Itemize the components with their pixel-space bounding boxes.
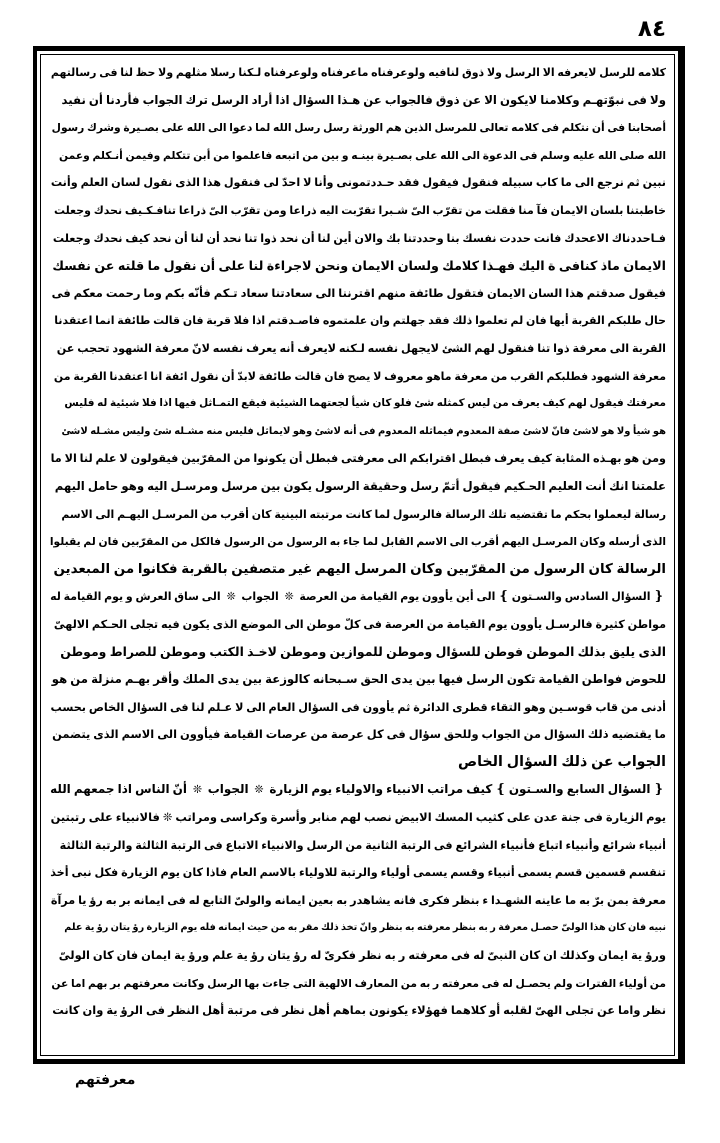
text-line-content: ولا فى نبوّتهـم وكلامنا لايكون الا عن ذوق فالجواب عن هـذا السؤال اذا أراد الرسل ترك الجواب فأردنا أن نفيد [61, 92, 666, 107]
text-line-content: معرفة الشهود فطلبكم القرب من معرفة ماهو معروف لا يصح فان قالت طائفة لابدّ أن نقول ائفة انا اعتقدنا القربة من [53, 369, 666, 383]
text-line-content: رسالة ليعملوا بحكم ما تقتضيه تلك الرسالة فالرسول لما كانت مرتبته البينية كان أقرب من المرسـل اليهـم الى الاسم [61, 507, 666, 521]
answer-text: أنّ الناس اذا جمعهم الله [50, 782, 187, 797]
text-line [50, 528, 666, 556]
flower-divider-icon: ❊ [284, 590, 294, 604]
text-line [50, 887, 666, 915]
text-line-content: من أولياء الفترات ولم يحصـل له فى معرفته ر به من المعارف الالهية التى جاءت بها الرسل وكانت معرفتهم بر بهم اما عن [51, 976, 666, 990]
text-line [50, 335, 666, 363]
text-line-content: ورؤ ية ايمان وكذلك ان كان النبىّ له فى معرفته ر به نظر فكرىّ له رؤ يتان رؤ ية علم ورؤ ية ايمان فان كان الولىّ [58, 948, 666, 962]
manuscript-text-block [41, 55, 675, 1055]
text-line [50, 556, 666, 584]
heading-star-close-icon: ❵ [498, 589, 509, 605]
text-line [50, 225, 666, 253]
text-line [50, 114, 666, 142]
text-line [50, 970, 666, 998]
text-line-content: الرسالة كان الرسول من المقرّبين وكان المرسل اليهم غير متصفين بالقربة فكانوا من المبعدين [53, 561, 666, 577]
text-line [50, 142, 666, 170]
question-text: كيف مراتب الانبياء والاولياء يوم الزيارة [269, 782, 493, 797]
answer-label: الجواب [241, 590, 279, 604]
text-line-content: الجواب عن ذلك السؤال الخاص [458, 753, 666, 770]
text-line-content: علمتنا انك أنت العليم الحـكيم فيقول أتمّ رسل وحقيقة الرسول يكون بين مرسل ومرسـل اليه وهو حامل اليهم [54, 478, 666, 493]
text-line-content: فيقول صدقتم هذا السان الايمان فتقول طائفة منهم اقترننا الى سعادتنا سعاد تـكم فأنّه بكم وما رحمت معكم فى [51, 285, 666, 300]
flower-divider-icon: ❊ [192, 783, 202, 797]
text-line [50, 721, 666, 749]
text-line-content: الذى أرسله وكان المرسـل اليهم أقرب الى الاسم القابل لما جاء به الرسول من الرسول فالكل من المقرّبين فان لم يقبلوا [50, 535, 666, 549]
text-line [50, 832, 666, 860]
text-line [50, 87, 666, 115]
text-line [50, 363, 666, 391]
text-line [50, 390, 666, 418]
text-line-content: نبيه فان كان هذا الولىّ حصـل معرفة ر به بنظر معرفته به بنظر وانّ تخذ ذلك مقر به من حيث ايمانه فله يوم الزيارة رؤ يتان رؤ ية علم [64, 922, 666, 934]
text-line [50, 997, 666, 1025]
text-line-content: معرفة بمن برّ به ما عاينه الشهـدا ء بنظر فكرى فانه يشاهدر به بعين ايمانه والولىّ التابع له فى ايمانه بر به رؤ يا مرآة [50, 893, 666, 907]
section-heading-label: السؤال السابع والسـتون [508, 782, 651, 797]
text-line-content: ما يقتضيه ذلك السؤال من الجواب وللحق سؤال فى كل عرصة من عرصات القيامة فيأوون الى الاسم الذى يتضمن [52, 727, 666, 742]
text-line-content: معرفتك فيقول لهم كيف يعرف من ليس كمثله شئ فلو كان شيأ لجعتهما الشيئية فيقع التمـاثل فيها اذا فلا شيئية له فليس [64, 397, 666, 410]
text-line [50, 169, 666, 197]
text-line [50, 804, 666, 832]
text-line-content: الايمان ماذ كنافى ة اليك فهـذا كلامك ولسان الايمان ونحن لاجراءة لنا على أن نقول ما قلته عن نفسك [52, 258, 666, 274]
answer-label: الجواب [207, 782, 249, 797]
text-line [50, 749, 666, 777]
text-line-content: ومن هو بهـذه المثابة كيف يعرف فبطل اقترابكم الى معرفتى فبطل أن يكونوا من المقرّبين فيقولون لا علم لنا الا ما [50, 452, 666, 466]
text-line [50, 638, 666, 666]
text-line [50, 473, 666, 501]
text-line-content: القربة الى معرفة ذوا تنا فنقول لهم الشئ لايجهل نفسه لـكنه لايعرف أنه يعرف نفسه لانّ معرفة الشهود تحجب عن [56, 341, 666, 355]
text-line-content: يوم الزيارة فى جنة عدن على كثيب المسك الابيض نصب لهم منابر وأسرة وكراسى ومراتب ❊ فالانبياء على رتبتين [50, 810, 666, 825]
heading-star-close-icon: ❵ [495, 782, 506, 798]
text-line-content: الذى يليق بذلك الموطن فوطن للسؤال وموطن للموازين وموطن لاخـذ الكتب وموطن للصراط وموطن [60, 644, 666, 660]
text-line-content: مواطن كثيرة فالرسـل يأوون يوم القيامة من العرصة فى كلّ موطن الى الموضع الذى يكون فيه تجلى الحـكم الالهىّ [53, 617, 666, 631]
text-line-content: كلامه للرسل لايعرفه الا الرسل ولا ذوق لنافيه ولوعرفناه ماعرفناه ولوعرفناه لـكنا رسلا مثلهم ولا حظ لنا فى رسالتهم [50, 66, 666, 79]
text-line-content: للحوض فواطن القيامة تكون الرسل فيها بين يدى الحق سـبحانه كالوزعة بين يدى الملك وأقر بهـم منزلة من هو [51, 672, 666, 687]
text-line [50, 280, 666, 308]
text-line [50, 914, 666, 942]
text-line [50, 611, 666, 639]
text-line [50, 501, 666, 529]
text-line-content: حال طلبكم القربة أيها فان لم تعلموا ذلك فقد جهلتم وان علمتموه فاصـدقتم اذا فلا قربة فان قالت طائفة انما اعتقدنا [54, 314, 666, 328]
section-heading-label: السؤال السادس والسـتون [511, 590, 651, 604]
catchword: معرفتهم [75, 1072, 136, 1088]
text-line-content: هو شيأ ولا هو لاشئ فانّ لاشئ صفة المعدوم فيماثله المعدوم فى أنه لاشئ وهو لايماثل فليس منه مشـله شئ وليس مشـله لاشئ [61, 425, 666, 437]
text-line [50, 252, 666, 280]
text-line-content: نظر واما عن تجلى الهىّ لقلبه أو كلاهما فهؤلاء يكونون بماهم أهل نظر فى مرتبة أهل النظر فى الرؤ ية وان كانت [52, 1003, 666, 1018]
text-line-content: الله صلى الله عليه وسلم فى الدعوة الى الله على بصـيرة بينـه و بين من اتبعه فاعلموا من أبن تتكلم وفيمن أنـكلم وعمن [59, 148, 666, 162]
flower-divider-icon: ❊ [254, 783, 264, 797]
heading-star-open-icon: ❴ [653, 782, 664, 798]
text-line [50, 694, 666, 722]
heading-star-open-icon: ❴ [653, 589, 664, 605]
text-line [50, 666, 666, 694]
text-line [50, 197, 666, 225]
text-line-content: خاطبتنا بلسان الايمان فآ منا فقلت من تقرّب الىّ شـبرا تقرّبت اليه ذراعا ومن تقرّب الىّ ذراعا تنافـكـيف نحدك وجعلت [54, 203, 666, 217]
question-text: الى أين يأوون يوم القيامة من العرصة [299, 590, 496, 604]
text-line-content: أنبياء شرائع وأنبياء اتباع فأنبياء الشرائع فى الرتبة الثانية من الرسل والانبياء الاتباع فى الرتبة الثالثة والرتبة الثالثة [59, 838, 666, 852]
flower-divider-icon: ❊ [226, 590, 236, 604]
section-heading-line [50, 776, 666, 804]
section-heading-line [50, 583, 666, 611]
text-line [50, 942, 666, 970]
text-line-content: تنقسم قسمين قسم يسمى أنبياء وقسم يسمى أولياء والرتبة للاولياء بالاسم العام فاذا كان يوم الزيارة فكل نبى أخذ [50, 866, 666, 880]
text-line-content: فـاحددناك الاعحدك فانت حددت نفسك بنا وحددتنا بك والان أين لنا أن نحد ذوا تنا نحد أن لنا أن نحد كيف نحدك وجعلت [52, 231, 666, 245]
text-line [50, 445, 666, 473]
text-line-content: نبين ثم نرجع الى ما كاب سبيله فنقول فيقول فقد حـددتمونى وأنا لا احدّ لى فنقول هذا الذى نقول لسان العلم وأنت [50, 176, 666, 190]
answer-text: الى ساق العرش و يوم القيامة له [50, 590, 221, 604]
page-number: ٨٤ [637, 16, 666, 42]
text-line [50, 418, 666, 446]
text-line [50, 59, 666, 87]
text-line [50, 307, 666, 335]
text-line [50, 859, 666, 887]
text-line-content: أدنى من قاب قوسـين وهو التقاء قطرى الدائرة ثم يأوون فى السؤال العام الى لا عـلم لنا فى السؤال الخاص بحسب [50, 700, 666, 714]
text-line-content: أصحابنا فى أن نتكلم فى كلامه تعالى للمرسل الذين هم الورثة رسل رسل الله لما دعوا الى الله على بصـيرة وشرك رسول [51, 121, 666, 135]
